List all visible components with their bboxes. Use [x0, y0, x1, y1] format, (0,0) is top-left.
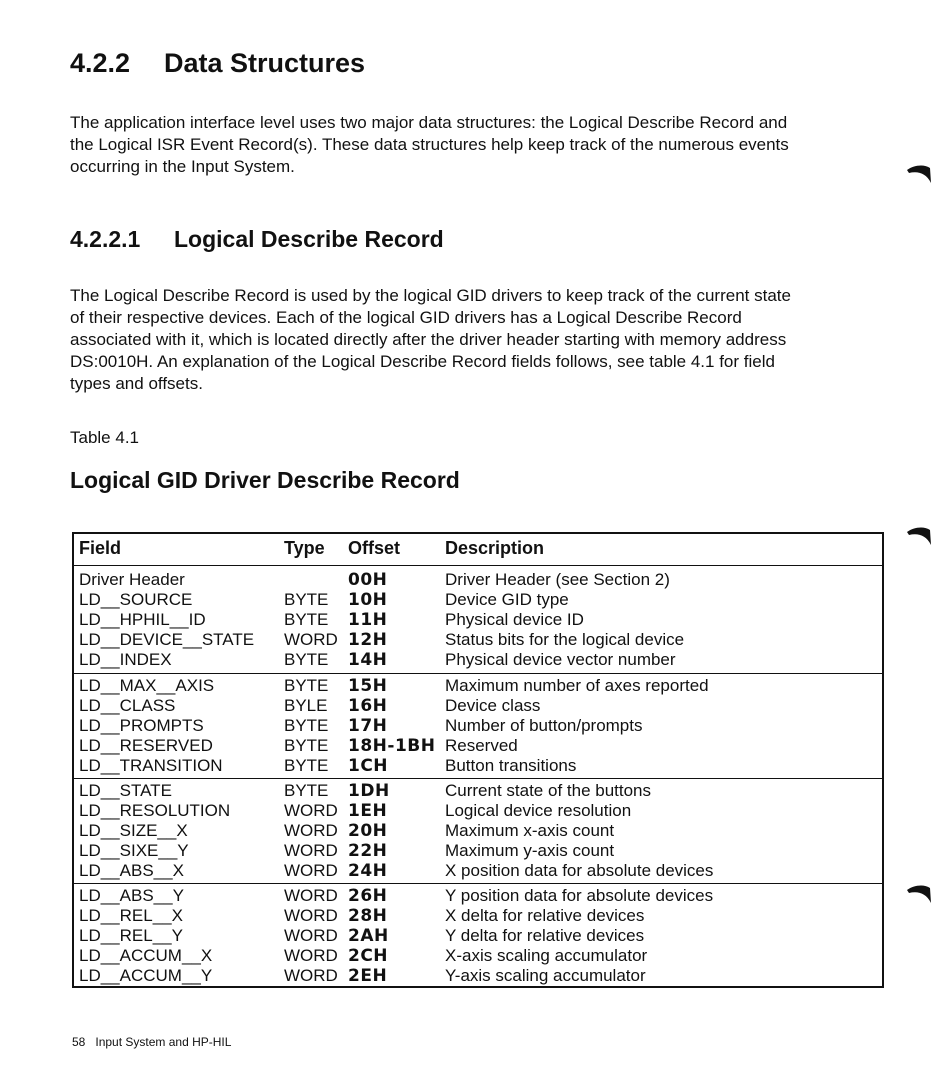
type-cell: BYTE: [284, 736, 329, 755]
table-row: [74, 886, 882, 906]
type-cell: WORD: [284, 801, 338, 820]
type-cell: WORD: [284, 886, 338, 905]
description-cell: Device class: [445, 696, 541, 715]
offset-cell: 14H: [348, 650, 388, 670]
offset-cell: 16H: [348, 696, 388, 716]
description-cell: Physical device ID: [445, 610, 584, 629]
description-cell: Maximum y-axis count: [445, 841, 615, 860]
type-cell: WORD: [284, 821, 338, 840]
page-footer: [72, 1035, 231, 1049]
margin-mark-icon: [906, 164, 932, 184]
description-cell: Button transitions: [445, 756, 577, 775]
body-line: of their respective devices. Each of the logical GID drivers has a Logical Describe Record: [70, 308, 742, 327]
field-cell: LD__HPHIL__ID: [79, 610, 206, 629]
subsection-heading: [70, 226, 444, 253]
subsection-number: 4.2.2.1: [70, 226, 141, 252]
table-group-4: [74, 884, 882, 988]
offset-cell: 15H: [348, 676, 388, 696]
table-group-1: [74, 565, 882, 674]
description-cell: Physical device vector number: [445, 650, 676, 669]
table-row: [74, 906, 882, 926]
offset-cell: 26H: [348, 886, 388, 906]
table-title: Logical GID Driver Describe Record: [70, 467, 460, 493]
body-line: types and offsets.: [70, 374, 203, 393]
field-cell: LD__RESERVED: [79, 736, 213, 755]
offset-cell: 10H: [348, 590, 388, 610]
description-cell: Logical device resolution: [445, 801, 632, 820]
table-row: [74, 841, 882, 861]
table-row: [74, 736, 882, 756]
table-group-3: [74, 779, 882, 884]
table-row: [74, 801, 882, 821]
table-row: [74, 946, 882, 966]
type-cell: WORD: [284, 906, 338, 925]
offset-cell: 11H: [348, 610, 388, 630]
offset-cell: 1DH: [348, 781, 390, 801]
description-cell: Number of button/prompts: [445, 716, 643, 735]
field-cell: LD__STATE: [79, 781, 172, 800]
offset-cell: 24H: [348, 861, 388, 881]
offset-cell: 1CH: [348, 756, 389, 776]
field-cell: LD__ABS__X: [79, 861, 184, 880]
table-row: [74, 821, 882, 841]
offset-cell: 1EH: [348, 801, 388, 821]
offset-cell: 18H-1BH: [348, 736, 436, 756]
table-row: [74, 570, 882, 590]
field-cell: LD__MAX__AXIS: [79, 676, 215, 695]
type-cell: WORD: [284, 946, 338, 965]
page-number: 58: [72, 1035, 86, 1049]
field-cell: LD__PROMPTS: [79, 716, 204, 735]
type-cell: BYTE: [284, 781, 329, 800]
intro-line: the Logical ISR Event Record(s). These data structures help keep track of the numerous events: [70, 135, 789, 154]
field-cell: LD__RESOLUTION: [79, 801, 231, 820]
body-line: DS:0010H. An explanation of the Logical Describe Record fields follows, see table 4.1 for field: [70, 352, 775, 371]
field-cell: LD__REL__X: [79, 906, 183, 925]
field-cell: LD__ABS__Y: [79, 886, 184, 905]
description-cell: Status bits for the logical device: [445, 630, 685, 649]
type-cell: BYLE: [284, 696, 328, 715]
offset-cell: 28H: [348, 906, 388, 926]
field-cell: LD__CLASS: [79, 696, 176, 715]
table-caption: Table 4.1: [70, 428, 139, 447]
intro-line: occurring in the Input System.: [70, 157, 295, 176]
table-row: [74, 781, 882, 801]
field-cell: LD__ACCUM__X: [79, 946, 213, 965]
table-row: [74, 966, 882, 986]
description-cell: Y-axis scaling accumulator: [445, 966, 646, 985]
description-cell: X-axis scaling accumulator: [445, 946, 648, 965]
field-cell: LD__ACCUM__Y: [79, 966, 213, 985]
table-group-2: [74, 674, 882, 779]
subsection-title: Logical Describe Record: [174, 226, 444, 252]
field-cell: LD__SIXE__Y: [79, 841, 189, 860]
section-number: 4.2.2: [70, 48, 131, 78]
description-cell: Y delta for relative devices: [445, 926, 645, 945]
field-cell: LD__INDEX: [79, 650, 172, 669]
description-cell: Driver Header (see Section 2): [445, 570, 670, 589]
table-row: [74, 610, 882, 630]
margin-mark-icon: [906, 884, 932, 904]
type-cell: WORD: [284, 841, 338, 860]
type-cell: BYTE: [284, 590, 329, 609]
type-cell: BYTE: [284, 716, 329, 735]
body-line: The Logical Describe Record is used by the logical GID drivers to keep track of the current state: [70, 286, 791, 305]
table-row: [74, 926, 882, 946]
offset-cell: 00H: [348, 570, 388, 590]
header-type: Type: [284, 538, 325, 558]
body-paragraph: [70, 285, 791, 395]
footer-text: Input System and HP-HIL: [95, 1035, 232, 1049]
field-cell: LD__SOURCE: [79, 590, 193, 609]
offset-cell: 20H: [348, 821, 388, 841]
margin-mark-icon: [906, 526, 932, 546]
header-description: Description: [445, 538, 545, 558]
field-cell: Driver Header: [79, 570, 185, 589]
offset-cell: 12H: [348, 630, 388, 650]
offset-cell: 17H: [348, 716, 388, 736]
field-cell: LD__SIZE__X: [79, 821, 188, 840]
table-row: [74, 861, 882, 881]
description-cell: Reserved: [445, 736, 518, 755]
header-field: Field: [79, 538, 122, 558]
table-row: [74, 676, 882, 696]
type-cell: BYTE: [284, 756, 329, 775]
intro-paragraph: [70, 112, 789, 178]
type-cell: WORD: [284, 926, 338, 945]
description-cell: Y position data for absolute devices: [445, 886, 714, 905]
description-cell: X delta for relative devices: [445, 906, 645, 925]
table-row: [74, 716, 882, 736]
table-row: [74, 630, 882, 650]
field-cell: LD__REL__Y: [79, 926, 183, 945]
table-row: [74, 696, 882, 716]
body-line: associated with it, which is located directly after the driver header starting with memory address: [70, 330, 787, 349]
offset-cell: 2AH: [348, 926, 389, 946]
type-cell: BYTE: [284, 650, 329, 669]
header-offset: Offset: [348, 538, 401, 558]
type-cell: WORD: [284, 630, 338, 649]
description-cell: Current state of the buttons: [445, 781, 652, 800]
offset-cell: 22H: [348, 841, 388, 861]
section-heading: [70, 48, 365, 79]
type-cell: BYTE: [284, 610, 329, 629]
offset-cell: 2CH: [348, 946, 389, 966]
section-title: Data Structures: [164, 48, 366, 78]
type-cell: WORD: [284, 966, 338, 985]
type-cell: WORD: [284, 861, 338, 880]
type-cell: BYTE: [284, 676, 329, 695]
description-cell: Maximum x-axis count: [445, 821, 615, 840]
field-cell: LD__DEVICE__STATE: [79, 630, 255, 649]
field-cell: LD__TRANSITION: [79, 756, 223, 775]
table-row: [74, 590, 882, 610]
description-cell: Maximum number of axes reported: [445, 676, 709, 695]
table-row: [74, 756, 882, 776]
table-row: [74, 650, 882, 670]
table-header-row: [74, 534, 882, 566]
offset-cell: 2EH: [348, 966, 388, 986]
description-cell: Device GID type: [445, 590, 569, 609]
describe-record-table: [72, 532, 884, 988]
intro-line: The application interface level uses two major data structures: the Logical Describe Record and: [70, 113, 788, 132]
description-cell: X position data for absolute devices: [445, 861, 714, 880]
